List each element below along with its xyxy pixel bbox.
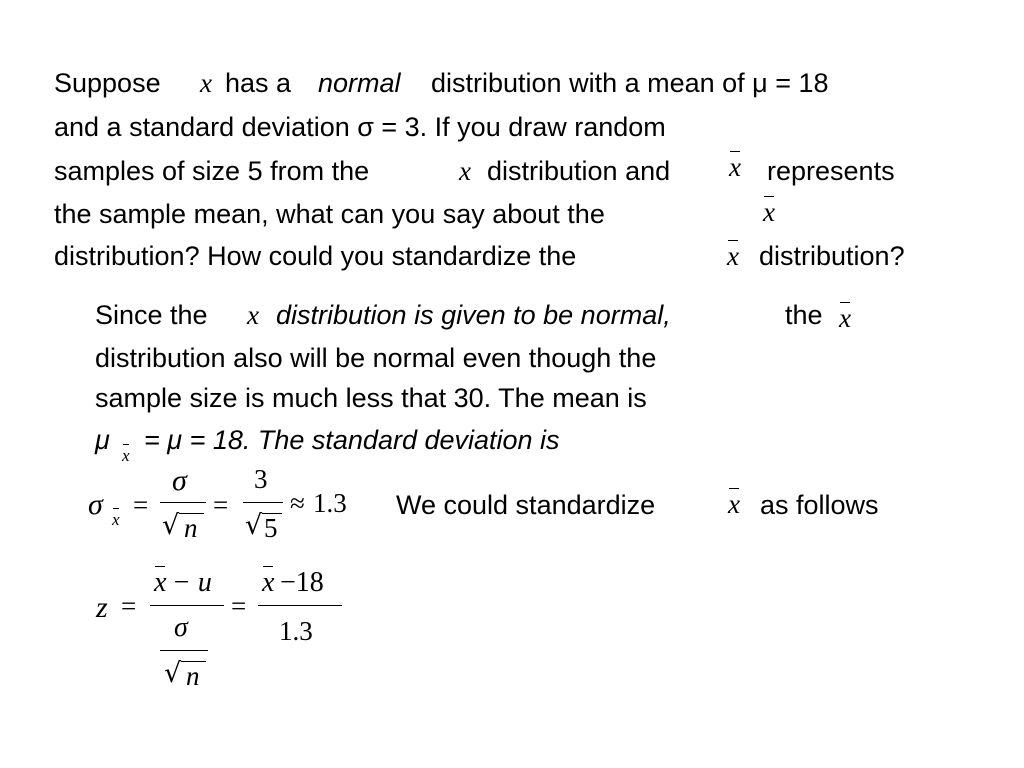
x-bar-symbol: x [728,489,740,519]
equals-sign: = [121,591,137,621]
q-line2: and a standard deviation σ = 3. If you draw random [54,112,666,142]
q-line3-end: represents [767,156,895,186]
a-line1-the: the [785,300,823,330]
fraction-bar [258,605,342,606]
denominator-n: n [186,661,200,691]
denominator-5: 5 [264,513,278,543]
numerator-3: 3 [254,464,268,494]
q-line1-has-a: has a [225,68,292,98]
q-line4: the sample mean, what can you say about the [54,199,605,229]
z-variable: z [96,591,108,624]
sigma-symbol: σ [88,488,103,521]
x-variable: x [459,156,471,186]
a-line1-start: Since the [95,300,208,330]
q-line5-start: distribution? How could you standardize the [54,241,577,271]
radical-sign: √ [245,510,263,541]
mu-subscript-x-bar: x [122,446,130,465]
numerator-x-bar: x [262,567,275,598]
fraction-bar [160,502,206,503]
a-line1-italic: distribution is given to be normal, [276,300,671,330]
equals-sign: = [133,490,149,520]
q-line5-end: distribution? [759,241,905,271]
mu-symbol: μ [95,425,110,455]
numerator-minus-18: −18 [280,567,324,598]
q-line1-start: Suppose [54,68,161,98]
equals-sign: = [213,490,229,520]
standardize-text-end: as follows [760,490,879,520]
fraction-bar [150,605,224,606]
denominator-n: n [184,513,198,543]
denominator-1-3: 1.3 [279,616,313,646]
x-bar-symbol: x [839,303,851,333]
approx-sign: ≈ [290,488,305,518]
numerator-sigma: σ [172,464,187,497]
q-normal-italic: normal [318,68,401,98]
denominator-sigma: σ [174,612,188,643]
a-line3: sample size is much less that 30. The mean is [95,383,647,413]
numerator-minus-u: − u [172,567,212,598]
standardize-text-start: We could standardize [396,490,656,520]
x-bar-symbol: x [729,152,741,182]
radical-sign: √ [164,658,182,689]
inner-fraction-bar [160,650,208,651]
a-line4-rest: = μ = 18. The standard deviation is [144,425,560,455]
numerator-x-bar: x [154,567,167,598]
x-bar-symbol: x [727,241,739,271]
x-bar-symbol: x [763,197,775,227]
a-line2: distribution also will be normal even though the [95,343,657,373]
equals-sign: = [231,591,247,621]
x-variable: x [200,68,212,98]
q-line3-mid: distribution and [487,156,671,186]
result-value: 1.3 [313,488,347,518]
q-line3-start: samples of size 5 from the [54,156,370,186]
sigma-subscript-x-bar: x [112,510,120,529]
q-line1-end: distribution with a mean of μ = 18 [431,68,829,98]
fraction-bar [243,502,283,503]
radical-sign: √ [162,510,180,541]
x-variable: x [247,300,259,330]
